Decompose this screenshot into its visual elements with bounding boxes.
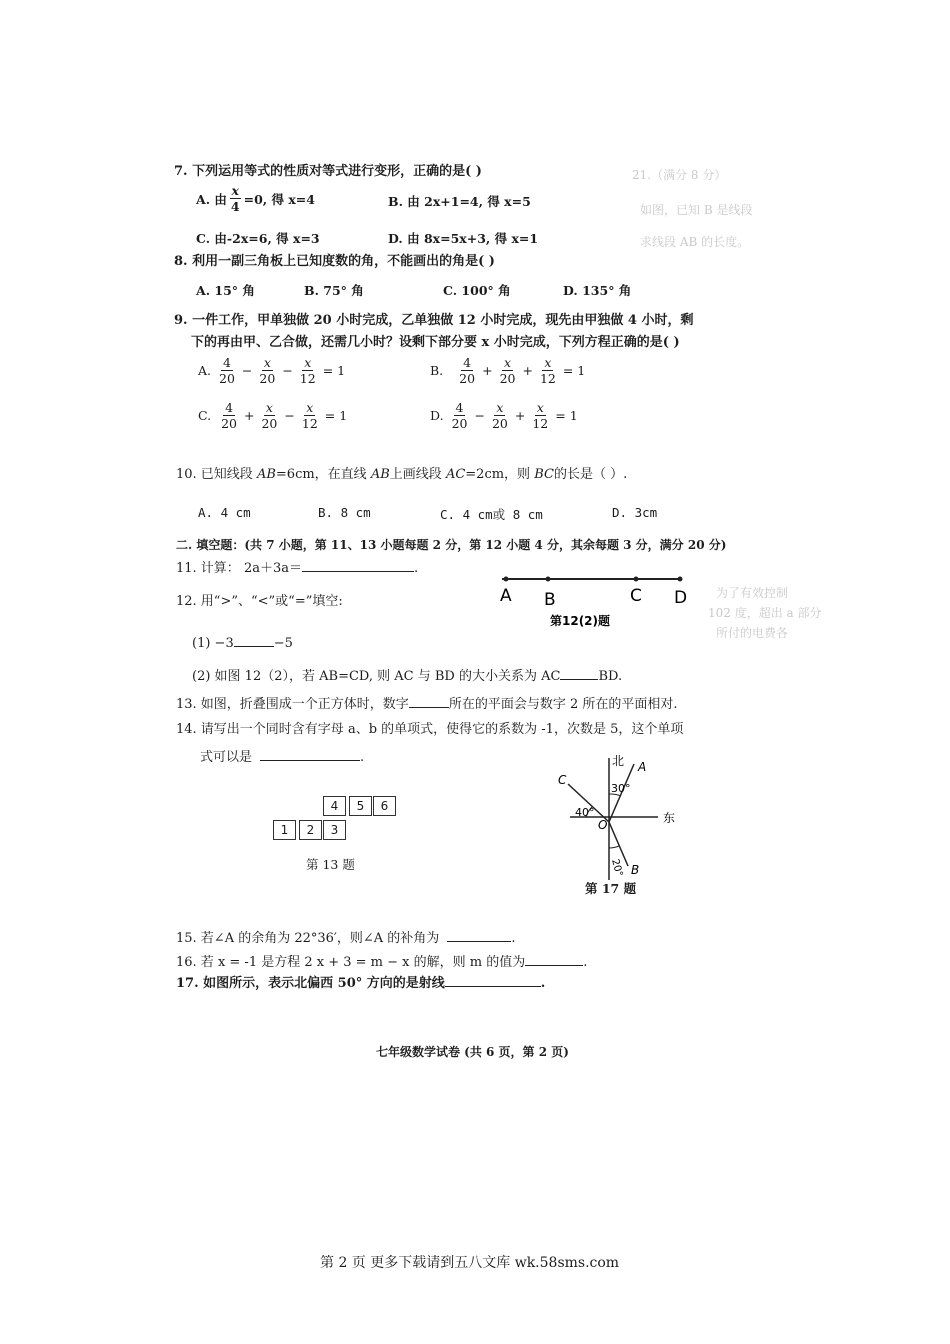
q15-answer-blank[interactable] <box>447 929 511 942</box>
point-d-label: D <box>674 588 688 608</box>
ghost-text: 如图，已知 B 是线段 <box>640 203 753 217</box>
q16-text: 16. 若 x = -1 是方程 2 x + 3 = m − x 的解，则 m 的值为 <box>176 955 526 970</box>
q17-text: . <box>540 976 546 991</box>
q7-a-numerator: x <box>231 183 239 198</box>
q9-equals: = 1 <box>555 408 578 423</box>
q9-fraction <box>498 355 518 386</box>
q9-operator: + <box>244 408 255 423</box>
section-heading: 二. 填空题：(共 7 小题，第 11、13 小题每题 2 分，第 12 小题 4 分，其余每题 3 分，满分 20 分) <box>176 538 727 552</box>
q8-option-b: B. 75° 角 <box>304 283 364 298</box>
q9-fraction <box>259 400 279 431</box>
net-cell-5: 5 <box>349 796 372 816</box>
angle-20-label: 20° <box>609 857 625 878</box>
net-cell-6: 6 <box>373 796 396 816</box>
q8-stem: 8. 利用一副三角板上已知度数的角，不能画出的角是( ) <box>174 254 495 269</box>
q9-numerator: 4 <box>222 355 231 370</box>
q9-denominator: 20 <box>261 416 278 431</box>
point-c-dot <box>634 577 639 582</box>
q7-option-b: B. 由 2x+1=4, 得 x=5 <box>388 194 531 209</box>
q9-denominator: 12 <box>539 371 556 386</box>
net-cell-1: 1 <box>273 820 296 840</box>
q16-text: . <box>583 955 588 970</box>
angle-40-label: 40° <box>575 806 595 819</box>
angle-arc-20 <box>609 846 619 848</box>
q9-equals: = 1 <box>322 363 346 378</box>
q9-numerator: x <box>304 355 312 370</box>
point-c-label: C <box>558 773 567 787</box>
q9-numerator: x <box>503 355 512 370</box>
q7-option-d: D. 由 8x=5x+3, 得 x=1 <box>388 231 539 246</box>
ghost-text: 求线段 AB 的长度。 <box>640 235 750 249</box>
q9-b-label: B. <box>430 363 444 378</box>
q9-operator: − <box>284 408 295 423</box>
q10-text: =2cm，则 <box>465 467 531 482</box>
q9-operator: + <box>482 363 493 378</box>
q9-denominator: 20 <box>259 371 276 386</box>
q10-text: 10. 已知线段 <box>176 467 253 482</box>
q9-fraction <box>457 355 477 386</box>
q13-answer-blank[interactable] <box>409 695 449 708</box>
point-b-label: B <box>631 863 640 877</box>
q9-stem-line1: 9. 一件工作，甲单独做 20 小时完成，乙单独做 12 小时完成，现先由甲独做 4 小时，剩 <box>174 313 694 328</box>
q10-var: AB <box>256 467 276 482</box>
net-cell-3: 3 <box>323 820 346 840</box>
q9-option-d <box>430 400 581 431</box>
q13-text: 所在的平面会与数字 2 所在的平面相对. <box>448 697 678 712</box>
q16 <box>176 951 587 970</box>
q10-option-b: B. 8 cm <box>318 505 371 520</box>
q10-option-c: C. 4 cm或 8 cm <box>440 507 543 522</box>
q9-denominator: 12 <box>532 416 549 431</box>
q10-var: BC <box>534 467 554 482</box>
q13 <box>176 693 677 712</box>
download-footer: 第 2 页 更多下载请到五八文库 wk.58sms.com <box>320 1255 620 1271</box>
q9-fraction <box>490 400 510 431</box>
q14-line2 <box>200 746 364 765</box>
q9-fraction <box>219 400 239 431</box>
figure-12-caption: 第12(2)题 <box>550 614 611 628</box>
q9-a-label: A. <box>198 363 212 378</box>
figure-12-2 <box>490 570 700 632</box>
q14-line1: 14. 请写出一个同时含有字母 a、b 的单项式，使得它的系数为 -1，次数是 5，这个单项 <box>176 722 684 737</box>
figure-13-caption: 第 13 题 <box>306 857 355 872</box>
q10-option-d: D. 3cm <box>612 505 658 520</box>
exam-page-footer: 七年级数学试卷 (共 6 页，第 2 页) <box>376 1045 569 1059</box>
q15-text: 15. 若∠A 的余角为 22°36′，则∠A 的补角为 <box>176 931 440 946</box>
q9-fraction <box>538 355 558 386</box>
q12-text: −5 <box>273 636 293 651</box>
q12-text: (2) 如图 12（2），若 AB=CD, 则 AC 与 BD 的大小关系为 AC <box>192 669 561 684</box>
q9-operator: − <box>282 363 293 378</box>
q10-stem <box>176 463 627 482</box>
q9-denominator: 20 <box>459 371 476 386</box>
q10-var: AC <box>445 467 466 482</box>
q14-answer-blank[interactable] <box>260 748 360 761</box>
q15 <box>176 927 515 946</box>
q9-denominator: 20 <box>221 416 237 431</box>
east-label: 东 <box>663 811 676 825</box>
q8-option-d: D. 135° 角 <box>563 283 632 298</box>
q9-option-a <box>198 355 348 386</box>
q9-denominator: 20 <box>451 416 468 431</box>
angle-30-label: 30° <box>611 782 631 795</box>
q12-text: BD. <box>598 669 623 684</box>
q7-option-c: C. 由-2x=6, 得 x=3 <box>196 231 320 246</box>
q11 <box>176 557 418 576</box>
q12-stem: 12. 用“>”、“<”或“=”填空: <box>176 594 343 609</box>
q9-fraction <box>217 355 237 386</box>
point-a-label: A <box>638 760 647 774</box>
figure-17-caption: 第 17 题 <box>585 881 637 896</box>
q14-text: 式可以是 <box>200 750 253 765</box>
q9-equals: = 1 <box>324 408 348 423</box>
ghost-text: 所付的电费各 <box>716 626 789 640</box>
net-cell-4: 4 <box>323 796 346 816</box>
q10-option-a: A. 4 cm <box>198 505 251 520</box>
q9-numerator: x <box>544 355 552 370</box>
net-cell-2: 2 <box>299 820 322 840</box>
q12-text: (1) −3 <box>192 636 234 651</box>
q10-text: 的长是（ ）. <box>553 467 628 482</box>
q16-answer-blank[interactable] <box>525 953 583 966</box>
q7-a-prefix: A. 由 <box>196 191 227 207</box>
q7-a-fraction <box>229 183 242 214</box>
q9-d-label: D. <box>430 408 444 423</box>
q9-fraction <box>530 400 550 431</box>
q9-fraction <box>300 400 320 431</box>
q9-fraction <box>450 400 470 431</box>
q12-part2 <box>192 665 622 684</box>
q9-option-b <box>430 355 588 386</box>
q13-text: 13. 如图，折叠围成一个正方体时，数字 <box>176 697 409 712</box>
q9-numerator: x <box>263 355 271 370</box>
q14-text: . <box>360 750 365 765</box>
q9-equals: = 1 <box>562 363 586 378</box>
q10-var: AB <box>370 467 390 482</box>
ghost-text: 为了有效控制 <box>716 586 789 600</box>
q9-option-c <box>198 400 350 431</box>
q10-text: =6cm，在直线 <box>275 467 367 482</box>
q9-operator: + <box>522 363 533 378</box>
q9-numerator: 4 <box>463 355 472 370</box>
q7-a-denominator: 4 <box>230 199 240 214</box>
ghost-text: 102 度，超出 a 部分 <box>708 606 822 620</box>
q7-a-suffix: =0, 得 x=4 <box>243 191 315 207</box>
q17-answer-blank[interactable] <box>445 974 541 987</box>
point-a-dot <box>504 577 509 582</box>
q11-text: 11. 计算： 2a＋3a＝ <box>176 561 302 576</box>
q9-stem-line2: 下的再由甲、乙合做，还需几小时？设剩下部分要 x 小时完成，下列方程正确的是( ) <box>191 335 680 350</box>
north-label: 北 <box>612 754 625 768</box>
point-a-label: A <box>500 586 512 606</box>
q9-denominator: 20 <box>499 371 516 386</box>
q9-denominator: 12 <box>299 371 316 386</box>
q9-numerator: x <box>306 400 314 415</box>
q9-numerator: x <box>265 400 273 415</box>
q17-text: 17. 如图所示，表示北偏西 50° 方向的是射线 <box>176 976 445 991</box>
q9-denominator: 12 <box>301 416 318 431</box>
q8-option-a: A. 15° 角 <box>196 283 255 298</box>
q10-text: 上画线段 <box>389 467 442 482</box>
q8-option-c: C. 100° 角 <box>443 283 511 298</box>
point-c-label: C <box>630 586 642 606</box>
q7-stem: 7. 下列运用等式的性质对等式进行变形，正确的是( ) <box>174 164 482 179</box>
origin-label: O <box>598 818 608 832</box>
q9-fraction <box>257 355 277 386</box>
q9-fraction <box>298 355 318 386</box>
q9-c-label: C. <box>198 408 212 423</box>
point-b-dot <box>546 577 551 582</box>
q11-text: . <box>413 561 419 576</box>
q9-numerator: 4 <box>455 400 464 415</box>
q12-part1 <box>192 634 293 651</box>
q9-operator: + <box>514 408 526 423</box>
q7-option-a <box>196 183 315 214</box>
q9-operator: − <box>474 408 485 423</box>
q9-numerator: x <box>496 400 504 415</box>
q17 <box>176 972 545 991</box>
q9-numerator: 4 <box>225 400 234 415</box>
q9-numerator: x <box>536 400 544 415</box>
ghost-text: 21.（满分 8 分） <box>632 168 727 182</box>
q11-answer-blank[interactable] <box>302 559 414 572</box>
q9-denominator: 20 <box>491 416 508 431</box>
q12-1-answer-blank[interactable] <box>234 634 274 647</box>
point-d-dot <box>678 577 683 582</box>
q12-2-answer-blank[interactable] <box>560 667 598 680</box>
q9-denominator: 20 <box>219 371 235 386</box>
q9-operator: − <box>241 363 253 378</box>
point-b-label: B <box>544 590 556 610</box>
q15-text: . <box>511 931 516 946</box>
